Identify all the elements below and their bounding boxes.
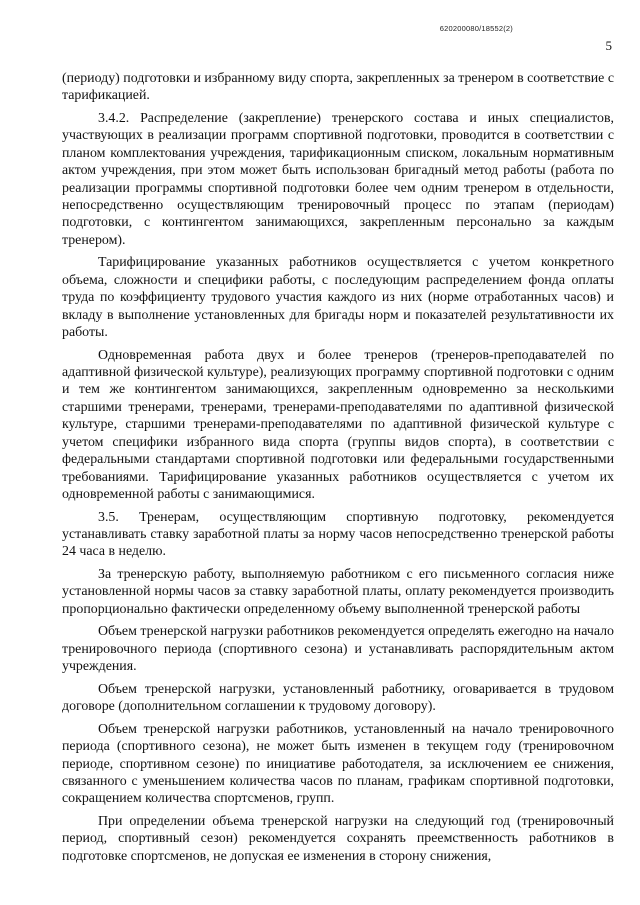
paragraph: Одновременная работа двух и более тренеров (тренеров-преподавателей по адаптивной физической культуре), реализующих программу спортивной подготовки с одним и тем же контингентом занимающихся, закрепленным одновременно за несколькими старшими тренерами, тренерами, тренерами-преподавателями по адаптивной физической культуре, старшими тренерами-преподавателями по адаптивной физической культуре с учетом специфики избранного вида спорта (группы видов спорта), в соответствии с федеральными стандартами спортивной подготовки или федеральными государственными требованиями. Тарифицирование указанных работников осуществляется с учетом их одновременной работы с занимающимися. [62,347,614,502]
paragraph: Тарифицирование указанных работников осуществляется с учетом конкретного объема, сложности и специфики работы, с последующим распределением фонда оплаты труда по коэффициенту трудового участия каждого из них (норме отработанных часов) и вкладу в выполнение установленных для бригады норм и показателей результативности их работы. [62,255,614,341]
paragraph: Объем тренерской нагрузки работников, установленный на начало тренировочного периода (спортивного сезона), не может быть изменен в текущем году (тренировочном периоде, спортивном сезоне) по инициативе работодателя, за исключением ее снижения, связанного с уменьшением количества часов по планам, графикам спортивной подготовки, сокращением количества спортсменов, групп. [62,721,614,807]
paragraph: 3.5. Тренерам, осуществляющим спортивную подготовку, рекомендуется устанавливать ставку заработной платы за норму часов непосредственно тренерской работы 24 часа в неделю. [62,509,614,560]
paragraph: 3.4.2. Распределение (закрепление) тренерского состава и иных специалистов, участвующих в реализации программ спортивной подготовки, проводится в соответствии с планом комплектования учреждения, тарификационным списком, локальным нормативным актом учреждения, при этом может быть использован бригадный метод работы (работа по реализации программы спортивной подготовки более чем одним тренером в отдельности, непосредственно осуществляющим тренировочный процесс по этапам (периодам) подготовки, с контингентом занимающихся, закрепленным персонально за каждым тренером). [62,111,614,248]
paragraph: За тренерскую работу, выполняемую работником с его письменного согласия ниже установленной нормы часов за ставку заработной платы, оплату рекомендуется производить пропорционально фактически определенному объему выполненной тренерской работы [62,566,614,617]
document-id: 620200080/18552(2) [439,24,513,33]
body-text [62,70,614,867]
paragraph: (периоду) подготовки и избранному виду спорта, закрепленных за тренером в соответствие с тарификацией. [62,71,614,104]
page-number: 5 [605,38,612,53]
paragraph: Объем тренерской нагрузки работников рекомендуется определять ежегодно на начало тренировочного периода (спортивного сезона) и устанавливать распорядительным актом учреждения. [62,624,614,675]
paragraph: Объем тренерской нагрузки, установленный работнику, оговаривается в трудовом договоре (дополнительном соглашении к трудовому договору). [62,681,614,715]
paragraph: При определении объема тренерской нагрузки на следующий год (тренировочный период, спортивный сезон) рекомендуется сохранять преемственность работников в подготовке спортсменов, не допуская ее изменения в сторону снижения, [62,813,614,864]
